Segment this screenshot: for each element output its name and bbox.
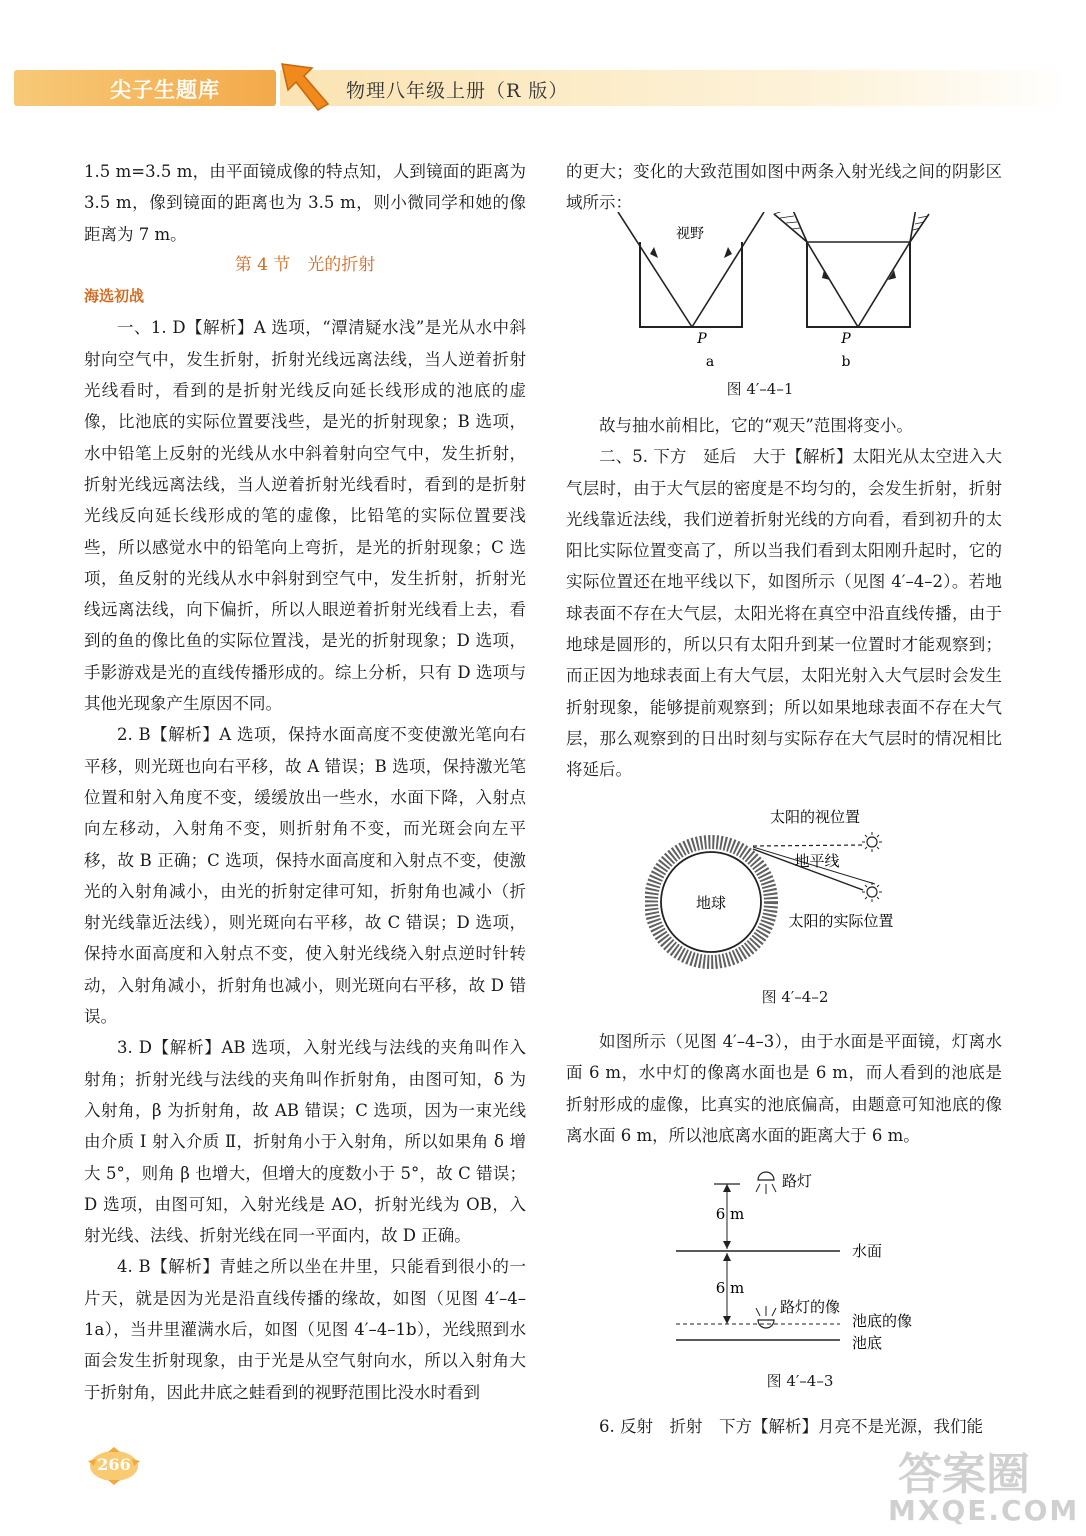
book-title-band bbox=[280, 70, 1070, 106]
section-title: 第 4 节 光的折射 bbox=[234, 254, 376, 275]
figure-b bbox=[774, 212, 929, 370]
label-lamp-image: 路灯的像 bbox=[780, 1298, 841, 1316]
right-top-text bbox=[566, 156, 1002, 219]
label-actual-position: 太阳的实际位置 bbox=[788, 912, 894, 930]
left-intro-paragraph: 1.5 m=3.5 m，由平面镜成像的特点知，人到镜面的距离为3.5 m，像到镜面的距离也为 3.5 m，则小微同学和她的像距离为 7 m。 bbox=[84, 162, 526, 244]
label-water-surface: 水面 bbox=[852, 1242, 883, 1260]
lamp-image-icon bbox=[756, 1306, 776, 1328]
answer-q5-continued: 如图所示（见图 4′–4–3），由于水面是平面镜，灯离水面 6 m，水中灯的像离水面也是 6 m，而人看到的池底是折射形成的虚像，比真实的池底偏高，由题意可知池底的像离水面 6 m，所以池底离水面的距离大于 6 m。 bbox=[566, 1032, 1002, 1145]
arrow-icon bbox=[272, 60, 332, 112]
watermark-url: MXQE.COM bbox=[888, 1494, 1080, 1527]
answer-q1: 一、1. D【解析】A 选项，“潭清疑水浅”是光从水中斜射向空气中，发生折射，折射光线远离法线，当人逆着折射光线看时，看到的是折射光线反向延长线形成的池底的虚像，比池底的实际位置要浅些，是光的折射现象；B 选项，水中铅笔上反射的光线从水中斜着射向空气中，发生折射，折射光线远离法线，当人逆着折射光线看时，看到的是折射光线反向延长线形成的笔的虚像，比铅笔的实际位置要浅些，所以感觉水中的铅笔向上弯折，是光的折射现象；C 选项，鱼反射的光线从水中斜射到空气中，发生折射，折射光线远离法线，向下偏折，所以人眼逆着折射光线看上去，看到的鱼的像比鱼的实际位置浅，是光的折射现象；D 选项，手影游戏是光的直线传播形成的。综上分析，只有 D 选项与其他光现象产生原因不同。 bbox=[84, 318, 526, 714]
answer-q5: 二、5. 下方 延后 大于【解析】太阳光从太空进入大气层时，由于大气层的密度是不均匀的，会发生折射，折射光线靠近法线，我们逆着折射光线的方向看，看到初升的太阳比实际位置变高了，所以当我们看到太阳刚升起时，它的实际位置还在地平线以下，如图所示（见图 4′–4–2）。若地球表面不存在大气层，太阳光将在真空中沿直线传播，由于地球是圆形的，所以只有太阳升到某一位置时才能观察到；而正因为地球表面上有大气层，太阳光射入大气层时会发生折射现象，能够提前观察到；所以如果地球表面不存在大气层，那么观察到的日出时刻与实际存在大气层时的情况相比将延后。 bbox=[566, 447, 1002, 780]
lamp-icon bbox=[756, 1172, 776, 1194]
right-intro-paragraph: 的更大；变化的大致范围如图中两条入射光线之间的阴影区域所示： bbox=[566, 162, 1002, 213]
watermark bbox=[868, 1428, 1078, 1528]
label-sub-b: b bbox=[841, 354, 851, 370]
label-lamp: 路灯 bbox=[782, 1172, 813, 1190]
answer-q3: 3. D【解析】AB 选项，入射光线与法线的夹角叫作入射角；折射光线与法线的夹角叫作折射角，由图可知，δ 为入射角，β 为折射角，故 AB 错误；C 选项，因为一束光线由介质 Ⅰ 射入介质 Ⅱ，折射角小于入射角，所以如果角 δ 增大 5°，则角 β 也增大，但增大的度数小于 5°，故 C 错误；D 选项，由图可知，入射光线是 AO，折射光线为 OB，入射光线、法线、折射光线在同一平面内，故 D 正确。 bbox=[84, 1038, 526, 1246]
answer-q2: 2. B【解析】A 选项，保持水面高度不变使激光笔向右平移，则光斑也向右平移，故 A 错误；B 选项，保持激光笔位置和射入角度不变，缓缓放出一些水，水面下降，入射点向左移动，入射角不变，则折射角不变，而光斑会向左平移，故 B 正确；C 选项，保持水面高度和入射点不变，使激光的入射角减小，由光的折射定律可知，折射角也减小（折射光线靠近法线），则光斑向右平移，故 C 错误；D 选项，保持水面高度和入射点不变，使入射光线绕入射点逆时针转动，入射角减小，折射角也减小，则光斑向右平移，故 D 错误。 bbox=[84, 725, 526, 1027]
label-sub-a: a bbox=[705, 354, 715, 370]
label-pool-bottom: 池底 bbox=[852, 1334, 883, 1352]
figure-well-views bbox=[610, 212, 930, 372]
answer-q4: 4. B【解析】青蛙之所以坐在井里，只能看到很小的一片天，就是因为光是沿直线传播的缘故，如图（见图 4′–4–1a），当井里灌满水后，如图（见图 4′–4–1b），光线照到水面会发生折射现象，由于光是从空气射向水，所以入射角大于折射角，因此井底之蛙看到的视野范围比没水时看到 bbox=[84, 1257, 526, 1402]
sun-icon-apparent bbox=[862, 832, 882, 852]
answer-q6: 6. 反射 折射 下方【解析】月亮不是光源，我们能 bbox=[599, 1417, 983, 1436]
figure-1-caption: 图 4′–4–1 bbox=[726, 380, 794, 398]
page-header bbox=[14, 66, 1070, 110]
label-bottom-image: 池底的像 bbox=[852, 1312, 913, 1330]
subsection-title: 海选初战 bbox=[84, 287, 145, 306]
sun-icon-actual bbox=[862, 882, 882, 902]
label-apparent-position: 太阳的视位置 bbox=[769, 808, 861, 826]
right-conclusion-paragraph: 故与抽水前相比，它的“观天”范围将变小。 bbox=[599, 416, 913, 435]
label-p-a: P bbox=[697, 331, 707, 347]
right-lower-text bbox=[566, 1026, 1002, 1151]
figure-sunrise-refraction bbox=[645, 800, 925, 980]
brand-band bbox=[14, 70, 276, 106]
label-earth: 地球 bbox=[695, 894, 727, 912]
page-number: 266 bbox=[97, 1455, 131, 1474]
label-6m-top: 6 m bbox=[715, 1205, 745, 1223]
brand-name: 尖子生题库 bbox=[110, 78, 220, 102]
label-horizon: 地平线 bbox=[794, 852, 840, 870]
left-column bbox=[84, 156, 526, 1408]
page-number-badge bbox=[88, 1447, 140, 1485]
label-view: 视野 bbox=[676, 226, 704, 242]
right-middle-text bbox=[566, 410, 1002, 786]
watermark-title: 答案圈 bbox=[898, 1449, 1030, 1500]
label-p-b: P bbox=[841, 331, 851, 347]
figure-a bbox=[618, 212, 764, 370]
label-6m-bottom: 6 m bbox=[715, 1279, 745, 1297]
figure-2-caption: 图 4′–4–2 bbox=[761, 988, 829, 1006]
book-title: 物理八年级上册（R 版） bbox=[346, 80, 569, 102]
figure-3-caption: 图 4′–4–3 bbox=[766, 1372, 834, 1390]
figure-lamp-reflection bbox=[670, 1164, 930, 1360]
